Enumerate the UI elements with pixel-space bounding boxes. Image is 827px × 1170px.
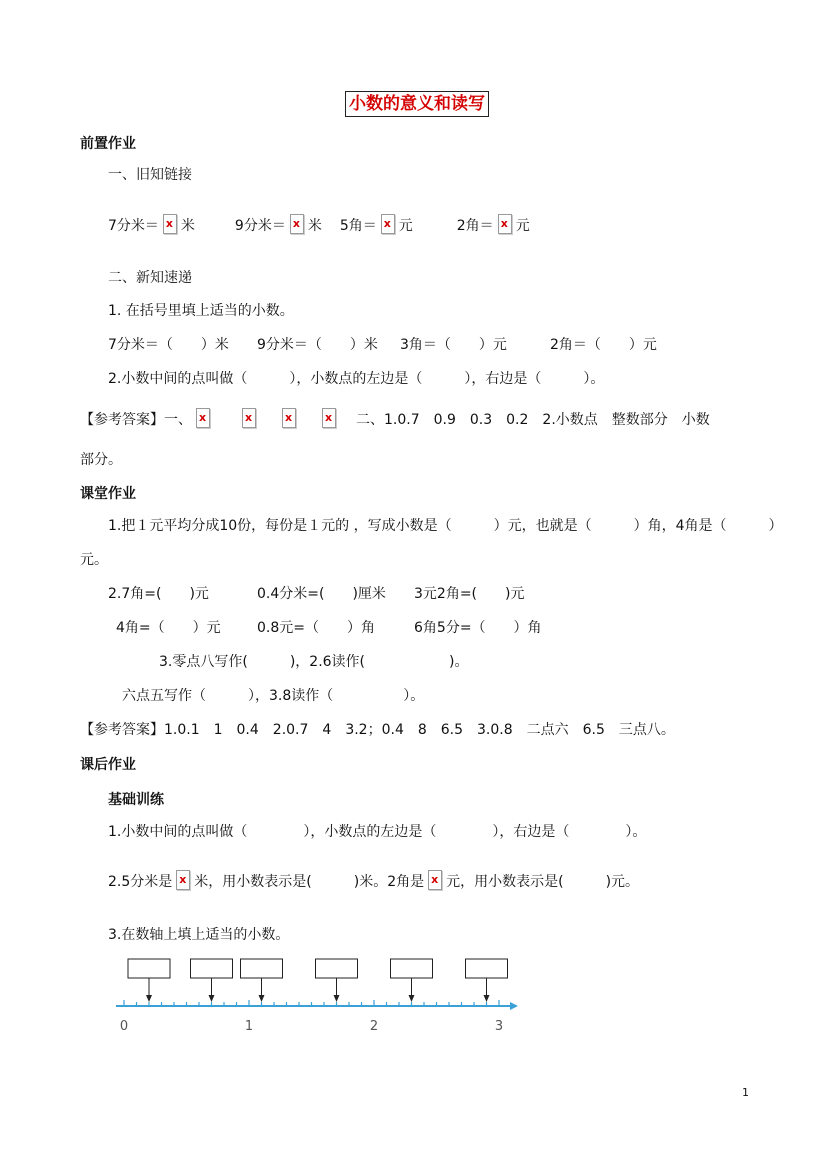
page-number: 1	[742, 1086, 749, 1099]
fill-item: 2.7角=( )元	[108, 586, 209, 602]
answer-box	[391, 959, 433, 978]
broken-image-icon	[196, 408, 210, 428]
question-row	[108, 870, 639, 892]
fill-item: 0.4分米=( )厘米	[257, 586, 386, 602]
broken-image-icon	[176, 870, 190, 890]
page-title: 小数的意义和读写	[345, 91, 489, 117]
section-heading-homework: 课后作业	[80, 757, 136, 773]
broken-image-icon	[242, 408, 256, 428]
review-item-b-unit: 米	[307, 218, 322, 234]
review-item-d: 2角＝	[456, 218, 494, 234]
answer-box	[191, 959, 233, 978]
broken-image-icon	[428, 870, 442, 890]
review-item-c: 5角＝	[339, 218, 377, 234]
question-text: 2.小数中间的点叫做（ ），小数点的左边是（ ），右边是（ ）。	[108, 371, 605, 387]
number-line	[110, 955, 530, 1035]
fill-item: 0.8元=（ ）角	[257, 620, 375, 636]
answer-key	[80, 408, 710, 430]
answer-box	[466, 959, 508, 978]
part-heading-review: 一、旧知链接	[108, 167, 192, 183]
answer-text: 二、1.0.7 0.9 0.3 0.2 2.小数点 整数部分 小数	[356, 412, 710, 428]
axis-label: 1	[244, 1019, 254, 1034]
fill-item: 3元2角=( )元	[414, 586, 525, 602]
broken-image-icon	[290, 214, 304, 234]
part-heading-new: 二、新知速递	[108, 270, 192, 286]
axis-label: 3	[494, 1019, 504, 1034]
fill-item: 4角=（ ）元	[116, 620, 221, 636]
section-heading-class: 课堂作业	[80, 486, 136, 502]
answer-box	[128, 959, 170, 978]
axis-label: 2	[369, 1019, 379, 1034]
axis-arrow	[510, 1002, 518, 1010]
broken-image-icon	[282, 408, 296, 428]
pointer-arrowhead	[209, 995, 215, 1002]
question-text: 六点五写作（ ），3.8读作（ ）。	[122, 688, 425, 704]
fill-item: 7分米＝（ ）米	[108, 337, 229, 353]
review-item-c-unit: 元	[398, 218, 413, 234]
pointer-arrowhead	[484, 995, 490, 1002]
review-item-b: 9分米＝	[234, 218, 286, 234]
broken-image-icon	[498, 214, 512, 234]
answer-box	[316, 959, 358, 978]
question-part: 2.5分米是	[108, 874, 173, 890]
fill-item: 9分米＝（ ）米	[257, 337, 378, 353]
review-item-a: 7分米＝	[108, 218, 159, 234]
question-text: 3.在数轴上填上适当的小数。	[108, 927, 290, 943]
question-text: 1.小数中间的点叫做（ ），小数点的左边是（ ），右边是（ ）。	[108, 824, 647, 840]
review-item-a-unit: 米	[180, 218, 195, 234]
answer-box	[241, 959, 283, 978]
question-part: 米，用小数表示是( )米。2角是	[194, 874, 425, 890]
answer-text-continued: 部分。	[80, 452, 122, 468]
question-text-continued: 元。	[80, 552, 108, 568]
question-text: 1.把１元平均分成10份，每份是１元的 ，写成小数是（ ）元，也就是（ ）角，4角是（ ）	[108, 518, 783, 534]
axis-label: 0	[119, 1019, 129, 1034]
pointer-arrowhead	[146, 995, 152, 1002]
question-part: 元，用小数表示是( )元。	[446, 874, 640, 890]
pointer-arrowhead	[259, 995, 265, 1002]
pointer-arrowhead	[409, 995, 415, 1002]
section-heading-preview: 前置作业	[80, 136, 136, 152]
subsection-heading: 基础训练	[108, 792, 164, 808]
fill-item: 2角＝（ ）元	[550, 337, 657, 353]
broken-image-icon	[322, 408, 336, 428]
answer-key: 【参考答案】1.0.1 1 0.4 2.0.7 4 3.2；0.4 8 6.5 3.0.8 二点六 6.5 三点八。	[80, 722, 675, 738]
broken-image-icon	[381, 214, 395, 234]
broken-image-icon	[163, 214, 177, 234]
question-text: 1. 在括号里填上适当的小数。	[108, 303, 294, 319]
question-text: 3.零点八写作( )，2.6读作( )。	[159, 654, 469, 670]
review-item-d-unit: 元	[515, 218, 530, 234]
fill-item: 6角5分=（ ）角	[414, 620, 542, 636]
pointer-arrowhead	[334, 995, 340, 1002]
answer-prefix: 【参考答案】一、	[80, 412, 192, 428]
fill-item: 3角＝（ ）元	[400, 337, 507, 353]
review-question-row	[108, 214, 530, 236]
